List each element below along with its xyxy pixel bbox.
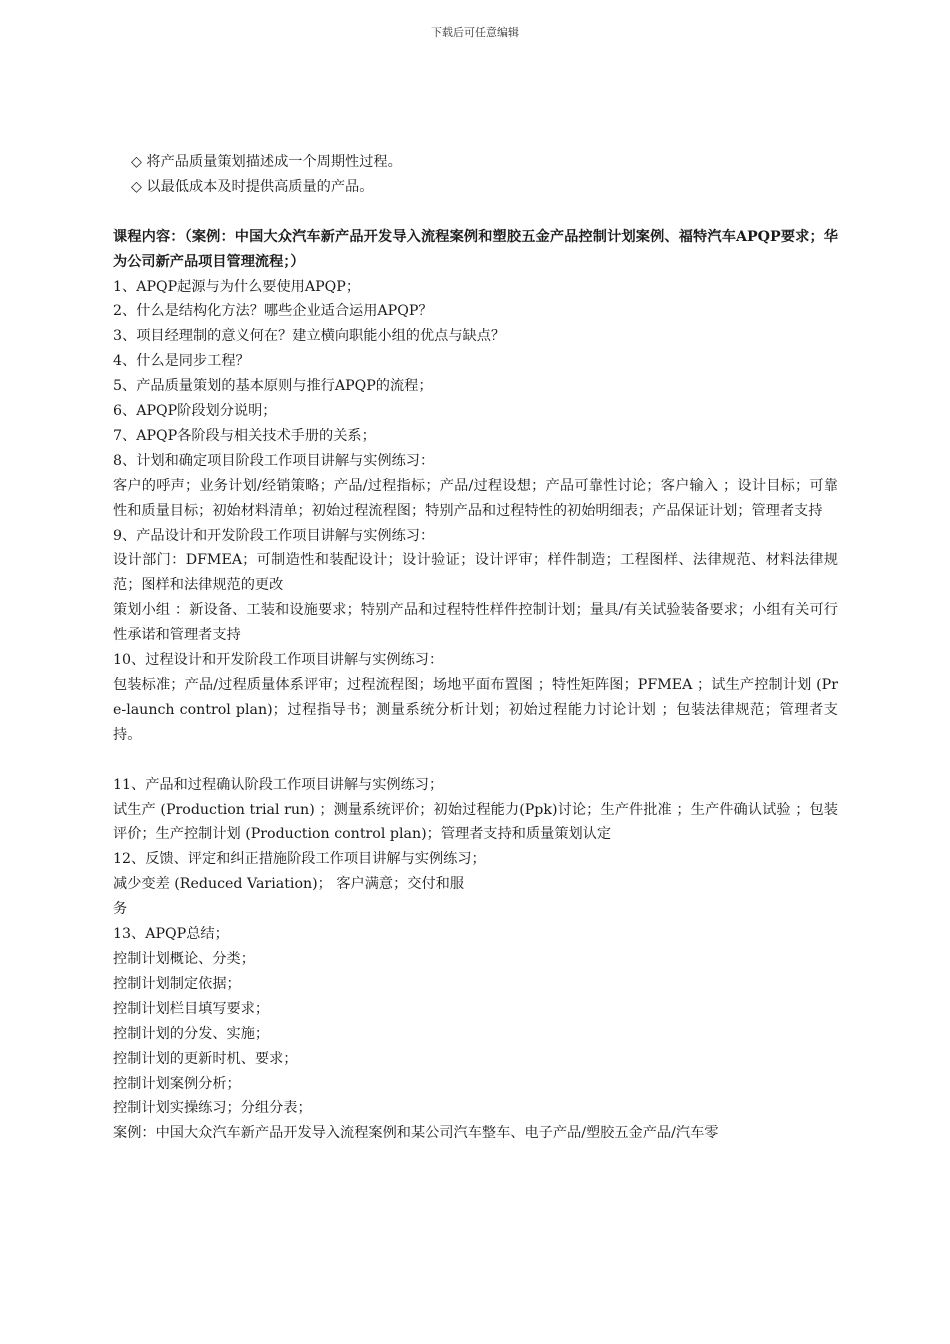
outline-item: 4、什么是同步工程？ [113,353,250,370]
blank-line [113,748,838,773]
outline-detail: 策划小组 ：新设备、工装和设施要求；特别产品和过程特性样件控制计划；量具/有关试验装备要求；小组有关可行性承诺和管理者支持 [113,602,838,644]
outline-item: 1、APQP起源与为什么要使用APQP； [113,278,361,295]
page-header-note: 下载后可任意编辑 [431,26,519,39]
bullet-item: ◇ 以最低成本及时提供高质量的产品。 [131,178,374,195]
bullet-item: ◇ 将产品质量策划描述成一个周期性过程。 [131,154,402,170]
outline-item: 8、计划和确定项目阶段工作项目讲解与实例练习： [113,452,435,469]
outline-item: 案例：中国大众汽车新产品开发导入流程案例和某公司汽车整车、电子产品/塑胶五金产品/汽车零 [113,1125,719,1142]
outline-item: 控制计划的更新时机、要求； [113,1050,298,1067]
outline-item: 11、产品和过程确认阶段工作项目讲解与实例练习； [113,776,444,793]
outline-item: 7、APQP各阶段与相关技术手册的关系； [113,427,376,444]
outline-item: 3、项目经理制的意义何在？建立横向职能小组的优点与缺点？ [113,328,506,345]
outline-item: 12、反馈、评定和纠正措施阶段工作项目讲解与实例练习； [113,851,486,868]
blank-line [113,200,838,225]
outline-detail: 试生产 (Production trial run) ；测量系统评价；初始过程能力(Ppk)讨论；生产件批准 ；生产件确认试验 ；包装评价；生产控制计划 (Production control plan)；管理者支持和质量策划认定 [113,801,838,843]
outline-item: 控制计划实操练习；分组分表； [113,1100,312,1117]
outline-detail: 减少变差 (Reduced Variation)； 客户满意；交付和服 [113,876,465,893]
outline-item: 控制计划概论、分类； [113,950,255,967]
outline-detail: 包装标准；产品/过程质量体系评审；过程流程图；场地平面布置图 ；特性矩阵图；PFMEA ；试生产控制计划 (Pre-launch control plan)；过程指导书；测量系统分析计划；初始过程能力讨论计划 ；包装法律规范；管理者支持。 [113,677,838,743]
outline-item: 2、什么是结构化方法？哪些企业适合运用APQP？ [113,303,433,320]
outline-item: 控制计划制定依据； [113,975,241,992]
course-content-heading: 课程内容：（案例：中国大众汽车新产品开发导入流程案例和塑胶五金产品控制计划案例、福特汽车APQP要求；华为公司新产品项目管理流程；） [113,228,838,270]
outline-item: 控制计划栏目填写要求； [113,1000,270,1017]
outline-detail: 设计部门：DFMEA；可制造性和装配设计；设计验证；设计评审；样件制造；工程图样、法律规范、材料法律规范；图样和法律规范的更改 [113,552,838,594]
outline-detail: 客户的呼声；业务计划/经销策略；产品/过程指标；产品/过程设想；产品可靠性讨论；客户输入 ；设计目标；可靠性和质量目标；初始材料清单；初始过程流程图；特别产品和过程特性的初始明细表；产品保证计划；管理者支持 [113,477,838,519]
outline-item: 13、APQP总结； [113,926,229,943]
outline-item: 控制计划的分发、实施； [113,1025,270,1042]
outline-item: 9、产品设计和开发阶段工作项目讲解与实例练习： [113,527,435,544]
outline-detail: 务 [113,901,128,918]
document-body [113,150,838,1146]
outline-item: 6、APQP阶段划分说明； [113,403,277,420]
outline-item: 10、过程设计和开发阶段工作项目讲解与实例练习： [113,652,444,669]
outline-item: 控制计划案例分析； [113,1075,241,1092]
outline-item: 5、产品质量策划的基本原则与推行APQP的流程； [113,378,433,395]
